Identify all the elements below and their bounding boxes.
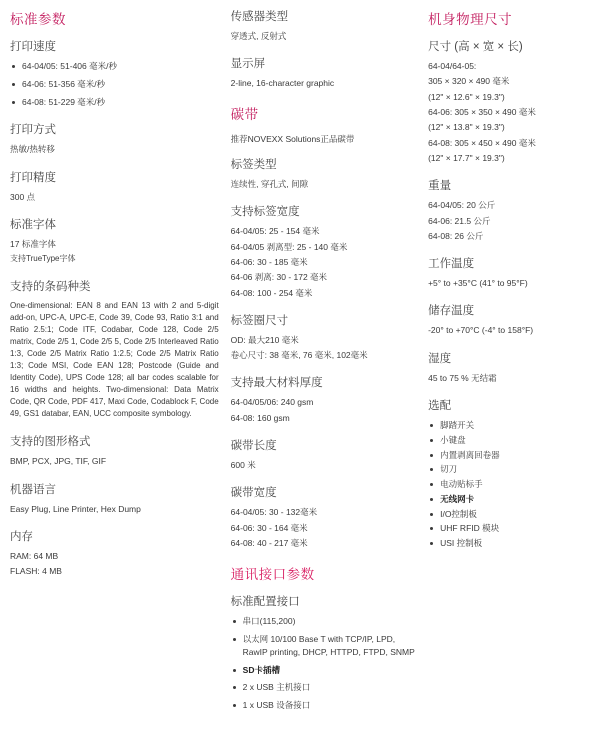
spec-heading-memory: 内存 [10, 530, 33, 543]
list-item: 64-08: 51-229 毫米/秒 [10, 96, 219, 109]
section-title-ribbon: 碳带 [230, 106, 259, 122]
spec-value-roll-od: OD: 最大210 毫米 [230, 334, 299, 345]
spec-value-dim-1: 64-04/64-05: [428, 61, 477, 71]
spec-value-ribbon-length: 600 米 [230, 460, 256, 471]
spec-block-dimensions [428, 38, 602, 164]
spec-value-print-method: 热敏/热转移 [10, 144, 55, 155]
list-item: 无线网卡 [428, 493, 602, 506]
list-item: UHF RFID 模块 [428, 522, 602, 535]
column-standard-parameters [10, 8, 231, 746]
spec-heading-barcode-types: 支持的条码种类 [10, 281, 91, 294]
spec-value-label-type: 连续性, 穿孔式, 间隙 [230, 178, 309, 189]
spec-block-printer-language [10, 481, 219, 515]
section-title-standard-parameters: 标准参数 [10, 12, 66, 27]
spec-block-print-resolution [10, 169, 219, 203]
ribbon-recommendation-text: 推荐NOVEXX Solutions正品碳带 [230, 133, 355, 144]
spec-heading-graphic-formats: 支持的图形格式 [10, 436, 91, 449]
spec-list-standard-interfaces [231, 615, 418, 712]
spec-block-humidity [428, 350, 602, 384]
spec-heading-print-resolution: 打印精度 [10, 171, 56, 184]
spec-value-label-width-2: 64-04/05 剥离型: 25 - 140 毫米 [230, 241, 348, 252]
spec-heading-humidity: 湿度 [428, 352, 452, 365]
spec-value-operating-temperature: +5° to +35°C (41° to 95°F) [428, 278, 528, 289]
spec-value-dim-3: (12" × 12.6" × 19.3") [428, 91, 505, 102]
spec-value-label-width-5: 64-08: 100 - 254 毫米 [230, 287, 313, 298]
spec-value-label-width-4: 64-06 剥离: 30 - 172 毫米 [230, 272, 328, 283]
spec-block-standard-interfaces [231, 593, 418, 712]
spec-heading-printer-language: 机器语言 [10, 483, 56, 496]
spec-heading-sensor-type: 传感器类型 [230, 11, 289, 23]
spec-value-print-resolution: 300 点 [10, 191, 36, 202]
spec-value-humidity: 45 to 75 % 无结霜 [428, 372, 497, 383]
spec-block-barcode-types [10, 278, 219, 420]
list-item: 1 x USB 设备接口 [231, 699, 418, 712]
list-item: SD卡插槽 [231, 664, 418, 677]
spec-heading-dimensions: 尺寸 (高 × 宽 × 长) [428, 41, 523, 53]
spec-value-display: 2-line, 16-character graphic [230, 78, 335, 89]
spec-block-operating-temperature [428, 255, 602, 289]
list-item: 电动贴标手 [428, 478, 602, 491]
list-item: 小键盘 [428, 434, 602, 447]
spec-heading-standard-fonts: 标准字体 [10, 218, 56, 231]
spec-block-ribbon-width [231, 484, 418, 549]
list-item: 64-04/05: 51-406 毫米/秒 [10, 60, 219, 73]
column-ribbon-and-interface [231, 8, 428, 746]
section-title-interface: 通讯接口参数 [230, 567, 315, 583]
list-item: 切刀 [428, 463, 602, 476]
spec-heading-label-roll-size: 标签圈尺寸 [230, 314, 289, 327]
spec-block-max-material-thickness [231, 374, 418, 424]
list-item: 内置剥离回卷器 [428, 449, 602, 462]
spec-value-dim-2: 305 × 320 × 490 毫米 [428, 76, 510, 87]
spec-block-display [231, 55, 418, 89]
list-item: 64-06: 51-356 毫米/秒 [10, 78, 219, 91]
spec-block-ribbon-length [231, 437, 418, 471]
spec-heading-max-material-thickness: 支持最大材料厚度 [230, 377, 323, 390]
spec-block-options [428, 397, 602, 550]
spec-value-storage-temperature: -20° to +70°C (-4° to 158°F) [428, 325, 534, 336]
spec-value-printer-language: Easy Plug, Line Printer, Hex Dump [10, 503, 141, 514]
spec-block-sensor-type [231, 8, 418, 42]
spec-heading-operating-temperature: 工作温度 [428, 258, 475, 271]
spec-block-graphic-formats [10, 433, 219, 467]
spec-value-dim-4: 64-06: 305 × 350 × 490 毫米 [428, 106, 536, 117]
spec-value-weight-1: 64-04/05: 20 公斤 [428, 200, 496, 211]
section-title-physical-dimensions: 机身物理尺寸 [428, 12, 513, 27]
spec-heading-ribbon-width: 碳带宽度 [230, 487, 277, 500]
list-item: USI 控制板 [428, 537, 602, 550]
spec-heading-label-width: 支持标签宽度 [230, 206, 300, 219]
spec-value-truetype-support: 支持TrueType字体 [10, 254, 76, 264]
spec-heading-display: 显示屏 [230, 58, 266, 71]
spec-value-thickness-1: 64-04/05/06: 240 gsm [230, 397, 314, 408]
spec-block-print-method [10, 121, 219, 155]
spec-block-memory [10, 528, 219, 578]
spec-value-ribbon-width-1: 64-04/05: 30 - 132毫米 [230, 507, 318, 518]
column-physical-dimensions [428, 8, 602, 746]
spec-value-dim-6: 64-08: 305 × 450 × 490 毫米 [428, 137, 536, 148]
list-item: 脚踏开关 [428, 419, 602, 432]
spec-value-memory-flash: FLASH: 4 MB [10, 566, 62, 577]
spec-heading-print-method: 打印方式 [10, 124, 56, 137]
spec-value-roll-core: 卷心尺寸: 38 毫米, 76 毫米, 102毫米 [230, 350, 368, 361]
spec-value-ribbon-width-3: 64-08: 40 - 217 毫米 [230, 538, 308, 548]
spec-value-barcode-types: One-dimensional: EAN 8 and EAN 13 with 2 and 5-digit add-on, UPC-A, UPC-E, Code 39, Code 93, Ratio 3:1 and Ratio 2.5:1; Code ITF, Codabar, Code 128, Code 2/5 matrix, Code 2/5 1, Code 2/5 5, Code 2/5 Interleaved Ratio 1:3, Code 2/5 Matrix Ratio 1:2.5; Code 2/5 Matrix Ratio 1:3; Code MSI, Code EAN 128; Postcode (Guide and Identity Code), UPS Code 128; all bar codes scalable for 16 widths and heights. Two-dimensional: Data Matrix Code, QR Code, PDF 417, Maxi Code, Codablock F, Code 49, GS1 databar, EAN, UCC composite symbology. [10, 301, 219, 419]
spec-list-print-speed [10, 60, 219, 108]
spec-block-label-width [231, 203, 418, 299]
spec-value-dim-7: (12" × 17.7" × 19.3") [428, 152, 505, 163]
spec-block-storage-temperature [428, 302, 602, 336]
spec-block-standard-fonts [10, 216, 219, 265]
spec-block-label-type [231, 156, 418, 190]
spec-list-options [428, 419, 602, 550]
spec-heading-storage-temperature: 储存温度 [428, 305, 475, 318]
list-item: 串口(115,200) [231, 615, 418, 628]
spec-heading-options: 选配 [428, 400, 452, 413]
spec-value-graphic-formats: BMP, PCX, JPG, TIF, GIF [10, 456, 107, 467]
spec-value-label-width-1: 64-04/05: 25 - 154 毫米 [230, 226, 320, 237]
spec-block-print-speed [10, 38, 219, 108]
spec-value-weight-2: 64-06: 21.5 公斤 [428, 215, 491, 226]
spec-heading-ribbon-length: 碳带长度 [230, 440, 277, 453]
spec-value-memory-ram: RAM: 64 MB [10, 550, 59, 561]
spec-value-standard-fonts: 17 标准字体 [10, 238, 56, 249]
spec-heading-print-speed: 打印速度 [10, 41, 56, 53]
spec-value-dim-5: (12" × 13.8" × 19.3") [428, 122, 505, 133]
spec-block-weight [428, 177, 602, 242]
spec-value-sensor-type: 穿透式, 反射式 [230, 31, 287, 41]
spec-value-weight-3: 64-08: 26 公斤 [428, 230, 484, 241]
list-item: 2 x USB 主机接口 [231, 681, 418, 694]
spec-heading-standard-interfaces: 标准配置接口 [230, 596, 300, 609]
spec-heading-label-type: 标签类型 [230, 158, 277, 171]
list-item: I/O控制板 [428, 508, 602, 521]
list-item: 以太网 10/100 Base T with TCP/IP, LPD, RawIP printing, DHCP, HTTPD, FTPD, SNMP [231, 633, 418, 659]
spec-block-label-roll-size [231, 312, 418, 362]
spec-value-ribbon-width-2: 64-06: 30 - 164 毫米 [230, 522, 308, 533]
spec-value-thickness-2: 64-08: 160 gsm [230, 412, 290, 423]
spec-value-label-width-3: 64-06: 30 - 185 毫米 [230, 256, 308, 267]
spec-heading-weight: 重量 [428, 180, 452, 193]
